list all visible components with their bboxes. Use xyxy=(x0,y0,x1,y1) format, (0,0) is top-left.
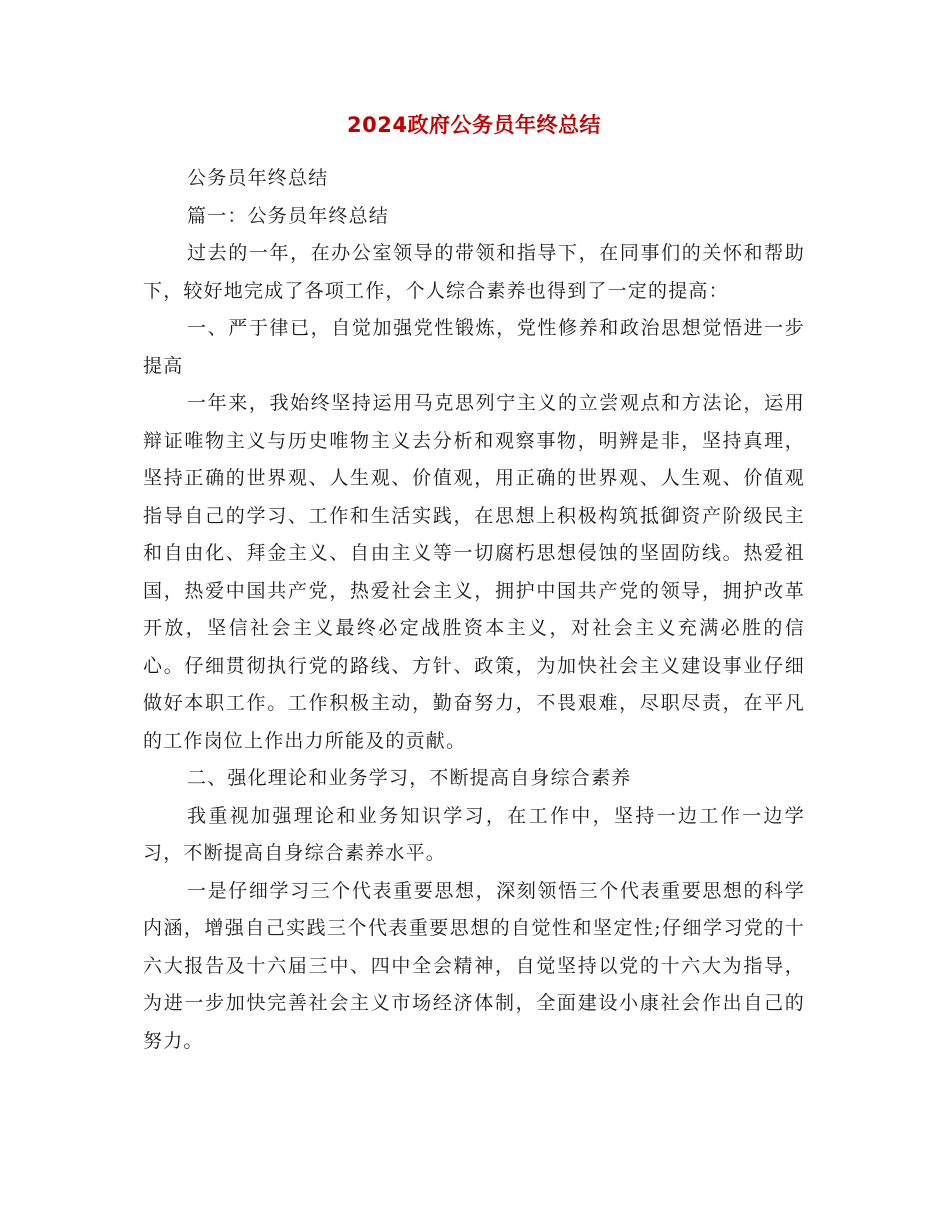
paragraph-body-2: 我重视加强理论和业务知识学习，在工作中，坚持一边工作一边学习，不断提高自身综合素养水平。 xyxy=(143,804,805,864)
paragraph-body-3: 一是仔细学习三个代表重要思想，深刻领悟三个代表重要思想的科学内涵，增强自己实践三个代表重要思想的自觉性和坚定性;仔细学习党的十六大报告及十六届三中、四中全会精神，自觉坚持以党的十六大为指导，为进一步加快完善社会主义市场经济体制，全面建设小康社会作出自己的努力。 xyxy=(143,879,805,1052)
paragraph-body-1: 一年来，我始终坚持运用马克思列宁主义的立尝观点和方法论，运用辩证唯物主义与历史唯物主义去分析和观察事物，明辨是非，坚持真理，坚持正确的世界观、人生观、价值观，用正确的世界观、人生观、价值观指导自己的学习、工作和生活实践，在思想上积极构筑抵御资产阶级民主和自由化、拜金主义、自由主义等一切腐朽思想侵蚀的坚固防线。热爱祖国，热爱中国共产党，热爱社会主义，拥护中国共产党的领导，拥护改革开放，坚信社会主义最终必定战胜资本主义，对社会主义充满必胜的信心。仔细贯彻执行党的路线、方针、政策，为加快社会主义建设事业仔细做好本职工作。工作积极主动，勤奋努力，不畏艰难，尽职尽责，在平凡的工作岗位上作出力所能及的贡献。 xyxy=(143,392,805,752)
paragraph-chapter-heading: 篇一：公务员年终总结 xyxy=(187,204,390,227)
document-title: 2024政府公务员年终总结 xyxy=(347,113,601,137)
paragraph-subtitle: 公务员年终总结 xyxy=(187,167,329,189)
document-page xyxy=(143,110,805,1060)
section-heading-2: 二、强化理论和业务学习，不断提高自身综合素养 xyxy=(187,767,632,789)
section-heading-1: 一、严于律已，自觉加强党性锻炼，党性修养和政治思想觉悟进一步提高 xyxy=(143,317,805,377)
paragraph-intro: 过去的一年，在办公室领导的带领和指导下，在同事们的关怀和帮助下，较好地完成了各项工作，个人综合素养也得到了一定的提高： xyxy=(143,242,805,302)
